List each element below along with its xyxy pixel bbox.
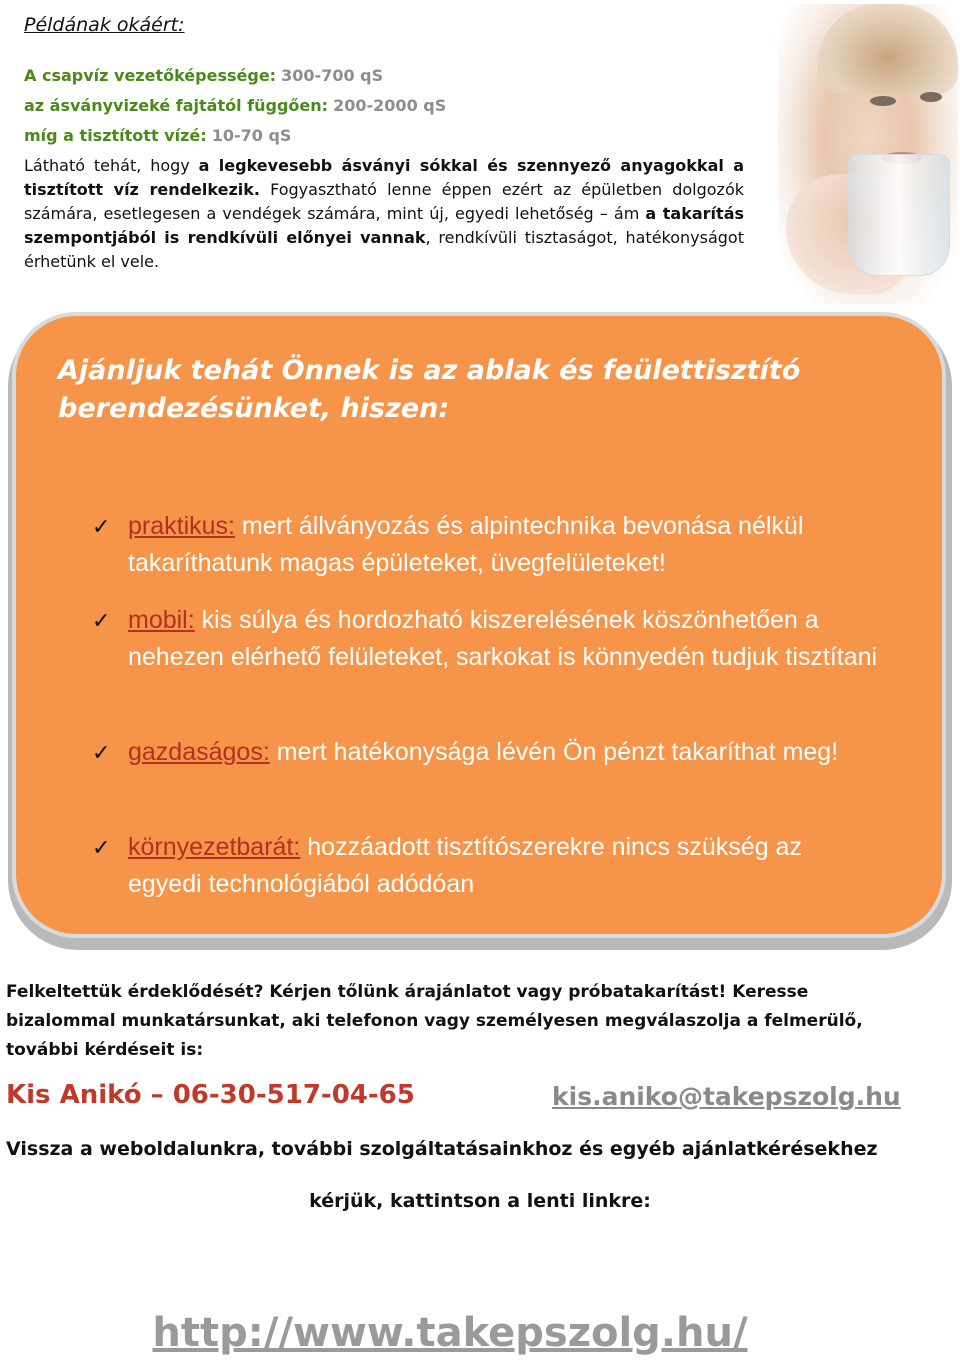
- para-mid: Fogyasztható lenne éppen ezért az épületben dolgozók számára, esetlegesen a vendégek számára, mint új, egyedi lehetőség – ám: [24, 180, 745, 223]
- para-bold-2: a takarítás szempontjából is rendkívüli előnyei vannak: [24, 204, 745, 247]
- benefit-text: mert hatékonysága lévén Ön pénzt takaríthat meg!: [269, 738, 839, 766]
- benefit-text: hozzáadott tisztítószerekre nincs szükség az egyedi technológiából adódóan: [128, 833, 802, 898]
- conductivity-row-purified: [24, 126, 291, 145]
- intro-label: Példának okáért:: [24, 14, 185, 36]
- benefit-item: [92, 602, 882, 676]
- row-label: A csapvíz vezetőképessége:: [24, 66, 277, 85]
- para-bold-1: a legkevesebb ásványi sókkal és szennyező anyagokkal a tisztított víz rendelkezik.: [24, 156, 745, 199]
- call-to-action: Felkeltettük érdeklődését? Kérjen tőlünk árajánlatot vagy próbatakarítást! Keresse bizalommal munkatársunkat, aki telefonon vagy személyesen megválaszolja a felmerülő, további kérdéseit is:: [6, 982, 863, 1060]
- offer-title: Ajánljuk tehát Önnek is az ablak és feülettisztító berendezésünket, hiszen:: [58, 355, 801, 424]
- benefit-text: mert állványozás és alpintechnika bevonása nélkül takaríthatunk magas épületeket, üvegfelületeket!: [128, 512, 804, 577]
- benefit-key: praktikus:: [128, 512, 235, 540]
- intro-paragraph: [24, 154, 744, 274]
- footer-line-1: Vissza a weboldalunkra, további szolgáltatásainkhoz és egyéb ajánlatkérésekhez: [6, 1138, 878, 1160]
- contact-name-phone: Kis Anikó – 06-30-517-04-65: [6, 1080, 415, 1110]
- benefit-item: [92, 508, 882, 582]
- benefit-key: mobil:: [128, 606, 195, 634]
- benefit-item: [92, 734, 882, 771]
- row-label: míg a tisztított vízé:: [24, 126, 207, 145]
- contact-email-link[interactable]: kis.aniko@takepszolg.hu: [552, 1082, 901, 1111]
- footer-line-2: kérjük, kattintson a lenti linkre:: [309, 1190, 651, 1212]
- checkmark-icon: ✓: [92, 514, 111, 539]
- benefit-key: környezetbarát:: [128, 833, 301, 861]
- benefit-text: kis súlya és hordozható kiszerelésének köszönhetően a nehezen elérhető felületeket, sarkokat is könnyedén tudjuk tisztítani: [128, 606, 878, 671]
- para-lead: Látható tehát, hogy: [24, 156, 199, 175]
- para-end: , rendkívüli tisztaságot, hatékonyságot érhetünk el vele.: [24, 228, 744, 271]
- row-value: 300-700 qS: [281, 66, 384, 85]
- conductivity-row-tap: [24, 66, 383, 85]
- benefit-key: gazdaságos:: [128, 738, 270, 766]
- row-value: 200-2000 qS: [333, 96, 447, 115]
- website-link[interactable]: http://www.takepszolg.hu/: [152, 1310, 748, 1356]
- checkmark-icon: ✓: [92, 835, 111, 860]
- checkmark-icon: ✓: [92, 608, 111, 633]
- checkmark-icon: ✓: [92, 740, 111, 765]
- row-value: 10-70 qS: [211, 126, 292, 145]
- conductivity-row-mineral: [24, 96, 446, 115]
- benefit-item: [92, 829, 882, 903]
- woman-drinking-water-photo: [778, 4, 958, 304]
- row-label: az ásványvizeké fajtától függően:: [24, 96, 329, 115]
